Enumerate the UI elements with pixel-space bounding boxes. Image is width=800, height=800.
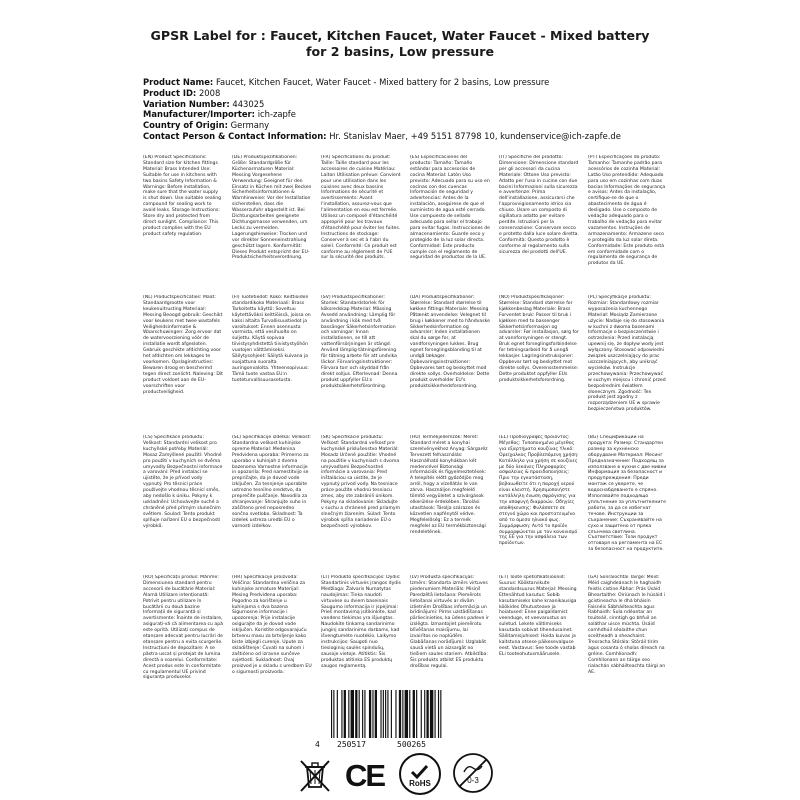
- meta-label: Manufacturer/Importer:: [143, 109, 256, 120]
- language-text: (EN) Product Specifications: Standard size for kitchen fittings Material: Brass Intended Use: Suitable for use in kitchens with two basins Safety Information & Warnings: Before installation, make sure that the water supply is shut down. Use suitable sealing compound for sealing work to avoid leaks. Storage Instructions: Store dry and protected from direct sunlight. Compliance: This product complies with the EU product safety regulation.: [143, 155, 222, 237]
- language-block: [499, 575, 579, 711]
- language-text: (ES) Especificaciones del producto: Tamaño: Tamaño estándar para accesorios de cocina Material: Latón Uso previsto: Adecuado para su uso en cocinas con dos cuencas Información de seguridad y advertencias: Antes de la instalación, asegúrese de que el suministro de agua esté cerrado. Use compuesto de sellado adecuado para sellar el trabajo para evitar fugas. Instrucciones de almacenamiento: Guarde seco y protegido de la luz solar directa. Conformidad: Este producto cumple con el reglamento de seguridad de productos de la UE.: [410, 155, 490, 261]
- language-text: (BG) Спецификации на продукта: Размер: Стандартен размер за кухненско оборудване Материал: Месинг Предназначение: Подходящ за използване в кухни с две мивки Информация за безопасност и предупреждения: Преди монтаж се уверете, че водоснабдяването е спряно. Използвайте подходящо уплътнение за уплътнителните работи, за да се избегнат течове. Инструкции за съхранение: Съхранявайте на сухо и защитено от пряка слънчева светлина. Съответствие: Този продукт отговаря на регламента на ЕС за безопасност на продуктите.: [588, 435, 667, 553]
- language-block: [410, 155, 490, 291]
- barcode-bar: [337, 690, 338, 738]
- barcode-bar: [399, 690, 401, 738]
- barcode-bar: [402, 690, 403, 738]
- meta-label: Product Name:: [143, 77, 214, 87]
- meta-value: Germany: [230, 120, 270, 131]
- language-text: (DA) Produktspecifikationer: Størrelse: Standard størrelse til køkken fittings Materiale: Messing Påtænkt anvendelse: Velegnet til brug i køkkener med to håndvaske Sikkerhedsinformation og advarsler: Inden installationen skal du sørge for, at vandforsyningen lukkes. Brug egnet forseglingsblanding til at undgå lækager. Opbevaringsinstruktioner: Opbevares tørt og beskyttet mod direkte sollys. Overholdelse: Dette produkt overholder EU's produktsikkerhedsforordning.: [410, 295, 490, 389]
- barcode-right-digits: 500265: [397, 740, 426, 749]
- language-block: [588, 575, 668, 711]
- language-text: (IT) Specifiche del prodotto: Dimensione: Dimensione standard per gli accessori da cucina Materiale: Ottone Uso previsto: Adatto per l'uso in cucine con due bacini Informazioni sulla sicurezza e avvertenze: Prima dell'installazione, assicurarsi che l'approvvigionamento idrico sia chiuso. Usare un composto di sigillatura adatto per evitare perdite. Istruzioni per la conservazione: Conservare secco e protetto dalla luce solare diretta. Conformità: Questo prodotto è conforme al regolamento sulla sicurezza dei prodotti dell'UE.: [499, 155, 579, 255]
- meta-row-contact: [143, 131, 743, 142]
- page-title: GPSR Label for : Faucet, Kitchen Faucet, Water Faucet - Mixed battery for 2 basins, Low pressure: [150, 28, 650, 59]
- barcode-bar: [344, 690, 346, 738]
- language-block: [143, 575, 223, 711]
- language-text: (SK) Špecifikácie produktu: Veľkosť: Štandardná veľkosť pre kuchynské príslušenstvo Materiál: Mosadz Určené použitie: Vhodné na použitie v kuchyniach s dvoma umývadlami Bezpečnostné informácie a varovania: Pred inštaláciou sa uistite, že je vypnutý prívod vody. Na tesniace práce použite vhodnú tesniacu zmes, aby ste zabránili únikom. Pokyny na skladovanie: Skladujte v suchu a chránené pred priamym slnečným žiarením. Súlad: Tento výrobok spĺňa nariadenie EÚ o bezpečnosti výrobkov.: [321, 435, 401, 529]
- barcode-bar: [424, 690, 425, 738]
- barcode-bar: [333, 690, 334, 738]
- language-block: [232, 435, 312, 571]
- barcode-bar: [405, 690, 408, 738]
- language-block: [143, 435, 223, 571]
- barcode-bar: [341, 690, 342, 738]
- language-block: [410, 435, 490, 571]
- language-text: (NL) Productspecificaties: Maat: Standaardgrootte voor keukenuitrusting Materiaal: Messing Beoogd gebruik: Geschikt voor keukens met twee wastafels Veiligheidsinformatie & Waarschuwingen: Zorg ervoor dat de watervoorziening vóór de installatie wordt afgesloten. Gebruik geschikte afdichting voor het afdichten om lekkages te voorkomen. Opslaginstructies: Bewaren droog en beschermd tegen direct zonlicht. Naleving: Dit product voldoet aan de EU-voorschriften voor productveiligheid.: [143, 295, 223, 395]
- meta-label: Product ID:: [143, 87, 197, 98]
- barcode-bar: [383, 690, 384, 738]
- language-block: [143, 155, 223, 291]
- language-block: [232, 575, 312, 711]
- meta-label: Country of Origin:: [143, 120, 228, 131]
- barcode-bar: [426, 690, 428, 738]
- barcode-bar: [372, 690, 373, 738]
- barcode-left-digits: 250517: [337, 740, 366, 749]
- meta-row-product-id: [143, 88, 743, 99]
- language-text: (CS) Specifikace produktu: Velikost: Standardní velikost pro kuchyňské potřeby Materiál: Mosaz Zamýšlené použití: Vhodné pro použití v kuchyních se dvěma umyvadly Bezpečnostní informace a varování: Před instalací se ujistěte, že je přívod vody vypnutý. Pro těsnicí práce používejte vhodnou těsnicí směs, aby nedošlo k úniku. Pokyny k uskladnění: Uchovávejte suché a chráněné před přímým slunečním světlem. Soulad: Tento produkt splňuje nařízení EU o bezpečnosti výrobků.: [143, 435, 223, 529]
- language-text: (HR) Specifikacije proizvoda: Veličina: Standardna veličina za kuhinjske armature Materijal: Mesing Predviđena uporaba: Pogodno za korištenje u kuhinjama s dva bazena Sigurnosne informacije i upozorenja: Prije instalacije osigurajte da je dovod vode isključen. Koristite odgovarajuću brtvenu masu za brtvljenje kako biste izbjegli curenje. Upute za skladištenje: Čuvati na suhom i zaštićeno od izravne sunčeve svjetlosti. Sukladnost: Ovaj proizvod je u skladu s uredbom EU o sigurnosti proizvoda.: [232, 575, 312, 675]
- language-block: [232, 295, 312, 431]
- language-block: [143, 295, 223, 431]
- barcode-bar: [351, 690, 354, 738]
- meta-row-product-name: [143, 77, 743, 88]
- barcode-lead-digit: 4: [315, 740, 320, 749]
- language-text: (SL) Specifikacije izdelka: Velikost: Standardna velikost kuhinjske opreme Material: Medenina Predvidena uporaba: Primerno za uporabo v kuhinjah z dvema bazenoma Varnostne informacije in opozorila: Pred namestitvijo se prepričajte, da je dovod vode izključen. Za tesnjenje uporabite ustrezno tesnilno sredstvo, da preprečite puščanje. Navodila za shranjevanje: Shranjujte suho in zaščiteno pred neposredno sončno svetlobo. Skladnost: Ta izdelek ustreza uredbi EU o varnosti izdelkov.: [232, 435, 311, 529]
- meta-row-country: [143, 120, 743, 131]
- language-block: [588, 155, 668, 291]
- barcode-bar: [440, 690, 441, 738]
- barcode-bar: [430, 690, 433, 738]
- language-text: (FR) Spécifications du produit: Taille: Taille standard pour les accessoires de cuisine Matériau: Laiton Utilisation prévue: Convient pour une utilisation dans les cuisines avec deux bassins Informations de sécurité et avertissements: Avant l'installation, assurez-vous que l'alimentation en eau est fermée. Utilisez un composé d'étanchéité approprié pour les travaux d'étanchéité pour éviter les fuites. Instructions de stockage: Conserver à sec et à l'abri du soleil. Conformité: Ce produit est conforme au règlement de l'UE sur la sécurité des produits.: [321, 155, 401, 261]
- rohs-icon: [398, 752, 442, 796]
- barcode-bar: [359, 690, 360, 738]
- rohs-label: RoHS: [409, 779, 431, 788]
- not-for-children-icon: [452, 752, 494, 794]
- language-block: [499, 295, 579, 431]
- barcode-bar: [362, 690, 363, 738]
- barcode-bar: [391, 690, 392, 738]
- language-block: [232, 155, 312, 291]
- language-text: (ET) Toote spetsifikatsioonid: Suurus: Kööktarvikute standardsuurus Materjal: Messing Ettenähtud kasutus: Sobib kasutamiseks kahe kraanikausiga köökides Ohutusteave ja hoiatused: Enne paigaldamist veenduge, et veevarustus on suletud. Lekete vältimiseks kasutada sobivat tihendusainet. Säilitamisjuhised: Hoida kuivas ja kaitstuna otsese päikesevalguse eest. Vastavus: See toode vastab ELi tooteohutusmäärusele.: [499, 575, 577, 657]
- meta-value: Hr. Stanislav Maer, +49 5151 87798 10, kundenservice@ich-zapfe.de: [329, 130, 621, 141]
- barcode-bar: [348, 690, 349, 738]
- barcode-bar: [331, 690, 332, 738]
- language-block: [410, 295, 490, 431]
- language-text: (EL) Προδιαγραφές προϊόντος: Μέγεθος: Τυποποιημένο μέγεθος για εξαρτήματα κουζίνας Υλικό: Ορείχαλκος Προβλεπόμενη χρήση: Κατάλληλο για χρήση σε κουζίνες με δύο λεκάνες Πληροφορίες ασφαλείας & προειδοποιήσεις: Πριν την εγκατάσταση, βεβαιωθείτε ότι η παροχή νερού είναι κλειστή. Χρησιμοποιήστε κατάλληλη ένωση σφράγισης για την αποφυγή διαρροών. Οδηγίες αποθήκευσης: Φυλάσσετε σε στεγνό χώρο και προστατευμένο από το άμεσο ηλιακό φως. Συμμόρφωση: Αυτό το προϊόν συμμορφώνεται με τον κανονισμό της ΕΕ για την ασφάλεια των προϊόντων.: [499, 435, 579, 547]
- barcode-bar: [413, 690, 415, 738]
- meta-value: 2008: [198, 87, 221, 98]
- language-text: (HU) Termékjellemzők: Méret: Standard méret a konyhai szerelvényekhez Anyag: Sárgaréz Tervezett felhasználás: Használható konyhákban két medencével Biztonsági információk és figyelmeztetések: A telepítés előtt győződjön meg arról, hogy a vízellátás le van zárva. Használjon megfelelő tömítő vegyületet a szivárgások elkerülése érdekében. Tárolási utasítások: Tárolja szárazon és közvetlen napfénytől védve. Megfelelőség: Ez a termék megfelel az EU termékbiztonsági rendeletének.: [410, 435, 488, 535]
- barcode-bar: [375, 690, 377, 738]
- barcode-bar: [369, 690, 371, 738]
- language-text: (DE) Produktspezifikationen: Größe: Standardgröße für Küchenarmaturen Material: Messing Vorgesehene Verwendung: Geeignet für den Einsatz in Küchen mit zwei Becken Sicherheitsinformationen & Warnhinweise: Vor der Installation sicherstellen, dass die Wasserzufuhr abgestellt ist. Bei Dichtungsarbeiten geeignete Dichtungsmasse verwenden, um Lecks zu vermeiden. Lagerungshinweise: Trocken und vor direkter Sonneneinstrahlung geschützt lagern. Konformität: Dieses Produkt entspricht der EU-Produktsicherheitsverordnung.: [232, 155, 312, 261]
- language-block: [588, 295, 668, 431]
- language-block: [499, 435, 579, 571]
- product-meta: [143, 77, 743, 142]
- barcode-bar: [435, 690, 436, 738]
- barcode-bar: [355, 690, 357, 738]
- language-block: [321, 435, 401, 571]
- meta-value: ich-zapfe: [257, 109, 296, 120]
- barcode-bar: [395, 690, 396, 738]
- language-block: [588, 435, 668, 571]
- language-text: (SV) Produktspecifikationer: Storlek: Standardstorlek för köksredskap Material: Mässing Avsedd användning: Lämplig för användning i kök med två bassänger Säkerhetsinformation och varningar: Innan installationen, se till att vattenförsörjningen är stängd. Använd lämplig tätningsförening för tätning arbete för att undvika läckor. Förvaringsinstruktioner: Förvara torr och skyddad från direkt solljus. Efterlevnad: Denna produkt uppfyller EU:s produktsäkerhetsförordning.: [321, 295, 398, 389]
- language-text: (FI) Tuotetiedot: Koko: Keittiöiden standardikoko Materiaali: Brass Tarkoitettu käyttö: Soveltuu käytettäväksi keittiöissä, joissa on kaksi altaita Turvallisuustiedot ja varoitukset: Ennen asennusta varmista, että vesihuolto on suljettu. Käytä sopivaa tiivistysyhdistettä tiivistystyöhön vuotojen välttämiseksi. Säilytysohjeet: Säilytä kuivana ja suojattuna suoralta auringonvalolta. Yhteensopivuus: Tämä tuote vastaa EU:n tuoteturvallisuusasetusta.: [232, 295, 311, 383]
- barcode-bar: [380, 690, 381, 738]
- ce-mark-icon: CE: [345, 758, 385, 793]
- barcode-bar: [364, 690, 365, 738]
- ean-barcode: [315, 690, 453, 758]
- meta-label: Variation Number:: [143, 98, 230, 109]
- no-trash-icon: [295, 755, 335, 795]
- barcode-bars: [329, 690, 451, 746]
- barcode-bar: [409, 690, 410, 738]
- language-text: (GA) Sonraíochtaí Táirge: Méid: Méid caighdeánach le haghaidh feistis cistine Ábhar: Prás Úsáid Bheartaithe: Oiriúnach le húsáid i gcistineacha le dhá bháisín Faisnéis Sábháilteachta agus Rabhaidh: Sula ndéantar an tsuiteáil, cinntigh go bhfuil an soláthar uisce múchta. Úsáid comhdhúil séalaithe chun sceitheadh a sheachaint. Treoracha Stórála: Stóráil tirim agus cosanta ó sholas díreach na gréine. Comhlíonadh: Comhlíonann an táirge seo rialachán sábháilteachta táirgí an AE.: [588, 575, 666, 675]
- language-text: (PT) Especificações do produto: Tamanho: Tamanho padrão para acessórios de cozinha Material: Latão Uso pretendido: Adequado para uso em cozinhas com duas bacias Informações de segurança e avisos: Antes da instalação, certifique-se de que o abastecimento de água é desligado. Use o composto de vedação adequado para o trabalho de vedação para evitar vazamentos. Instruções de armazenamento: Armazene seco e protegido da luz solar direta. Conformidade: Este produto está em conformidade com o regulamento de segurança de produtos da UE.: [588, 155, 666, 267]
- meta-row-variation: [143, 99, 743, 110]
- language-text: (RO) Specificații produs: Mărime: Dimensiunea standard pentru accesorii de bucătărie Material: Alamă Utilizare intenționată: Potrivit pentru utilizare în bucătării cu două bazine Informații de siguranță și avertismente: Înainte de instalare, asigurați-vă că alimentarea cu apă este oprită. Utilizați compus de etanșare adecvat pentru lucrări de etanșare pentru a evita scurgerile. Instrucțiuni de depozitare: A se păstra uscat și protejat de lumina directă a soarelui. Conformitate: Acest produs este în conformitate cu regulamentul UE privind siguranța produselor.: [143, 575, 223, 681]
- barcode-bar: [416, 690, 417, 738]
- barcode-bar: [438, 690, 439, 738]
- meta-value: 443025: [232, 98, 265, 109]
- language-text: (LV) Produkta specifikācijas: Izmērs: Standarta izmērs virtuves piederumiem Materiāls: Misiņš Paredzētā lietošana: Piemērots lietošanai virtuvēs ar divām izlietnēm Drošības informācija un brīdinājumi: Pirms uzstādīšanas pārliecinieties, ka ūdens padeve ir izslēgta. Izmantojiet piemērotu blīvēšanas maisījumu, lai izvairītos no noplūdēm. Glabāšanas norādījumi: Uzglabāt sausā vietā un aizsargāt no tiešiem saules stariem. Atbilstība: Šis produkts atbilst ES produktu drošības regulai.: [410, 575, 489, 669]
- language-text: (LT) Produkto specifikacijos: Dydis: Standartinis virtuvės įrangos dydis Medžiaga: Žalvaris Numatytas naudojimas: Tinka naudoti virtuvėse su dviem baseinais Saugumo informacija ir įspėjimai: Prieš montavimą įsitikinkite, kad vandens tiekimas yra išjungtas. Naudokite tinkamą sandarinimo junginį sandarinimo darbams, kad išvengtumėte nuotėkio. Laikymo instrukcijos: Saugoti nuo tiesioginių saulės spindulių, sausoje vietoje. Atitiktis: Šis produktas atitinka ES produktų saugos reglamentą.: [321, 575, 401, 669]
- language-text: (PL) Specyfikacje produktu: Rozmiar: Standardowy rozmiar wyposażenia kuchennego Materiał: Mosiądz Zamierzone użycie: Nadaje się do stosowania w kuchni z dwoma basenami Informacje o bezpieczeństwie i ostrzeżenia: Przed instalacją upewnij się, że dopływ wody jest wyłączony. Stosować odpowiedni związek uszczelniający do prac uszczelniających, aby uniknąć wycieków. Instrukcje przechowywania: Przechowywać w suchym miejscu i chronić przed bezpośrednim światłem słonecznym. Zgodność: Ten produkt jest zgodny z rozporządzeniem UE w sprawie bezpieczeństwa produktów.: [588, 295, 666, 413]
- meta-label: Contact Person & Contact Information:: [143, 130, 327, 141]
- language-block: [321, 295, 401, 431]
- language-block: [499, 155, 579, 291]
- language-block: [321, 155, 401, 291]
- language-text: (NO) Produktspesifikasjoner: Størrelse: Standard størrelse for kjøkkenbeslag Materiale: Brass Forventet bruk: Passer til bruk i kjøkken med to bassenger Sikkerhetsinformasjon og advarsler: Før installasjon, sørg for at vannforsyningen er stengt. Bruk egnet forseglingsforbindelse for tetningsarbeid for å unngå lekkasjer. Lagringsinstruksjoner: Oppbevar tørt og beskyttet mot direkte sollys. Overensstemmelse: Dette produktet oppfyller EUs produktsikkerhetsforordning.: [499, 295, 579, 383]
- meta-value: Faucet, Kitchen Faucet, Water Faucet - Mixed battery for 2 basins, Low pressure: [215, 77, 550, 87]
- meta-row-manufacturer: [143, 109, 743, 120]
- barcode-bar: [421, 690, 422, 738]
- age-label: 0-3: [467, 776, 479, 785]
- barcode-bar: [385, 690, 386, 738]
- barcode-bar: [387, 690, 388, 738]
